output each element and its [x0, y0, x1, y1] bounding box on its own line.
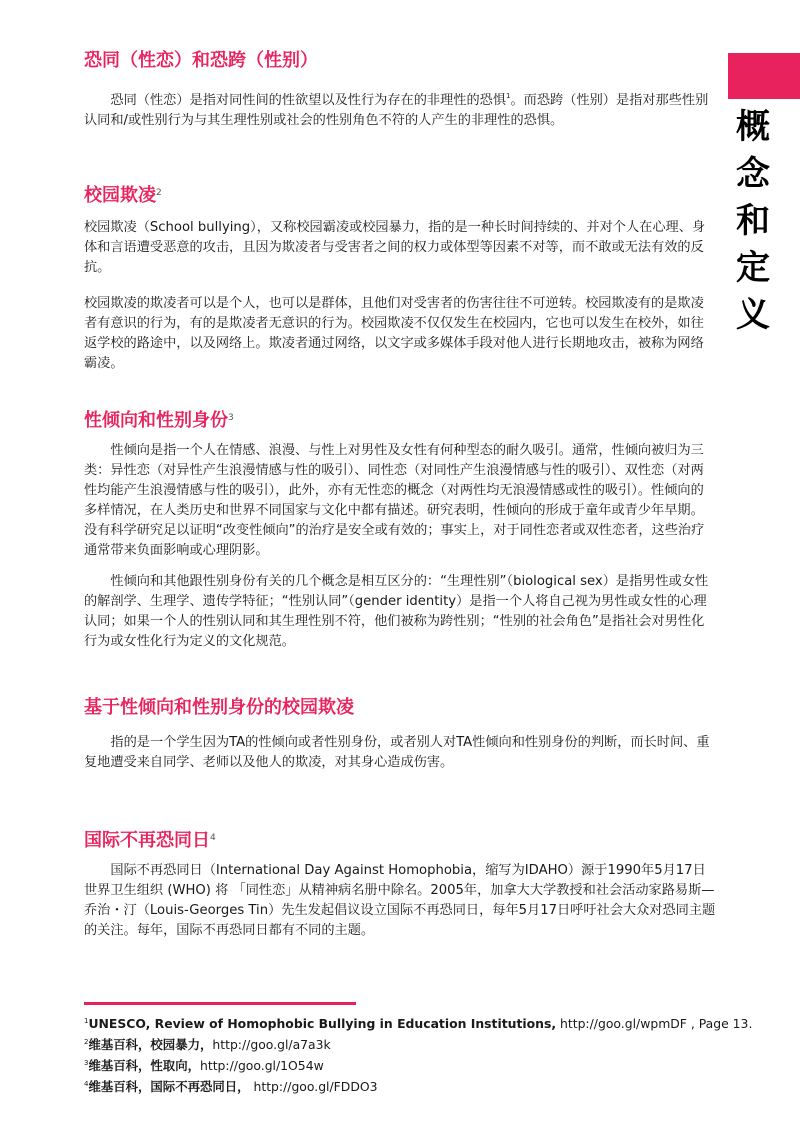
paragraph-bullying-definition: 校园欺凌（School bullying），又称校园霸凌或校园暴力，指的是一种长时间持续的、并对个人在心理、身体和言语遭受恶意的攻击，且因为欺凌者与受害者之间的权力或体型等因素不对等，而不敢或无法有效的反抗。: [84, 220, 706, 275]
section-heading-sogi-bullying: 基于性倾向和性别身份的校园欺凌: [84, 697, 354, 718]
paragraph-sexual-orientation: 性倾向是指一个人在情感、浪漫、与性上对男性及女性有何种型态的耐久吸引。通常，性倾向被归为三类：异性恋（对异性产生浪漫情感与性的吸引）、同性恋（对同性产生浪漫情感与性的吸引）、双性恋（对两性均能产生浪漫情感与性的吸引），此外，亦有无性恋的概念（对两性均无浪漫情感或性的吸引）。性倾向的多样情况，在人类历史和世界不同国家与文化中都有描述。研究表明，性倾向的形成于童年或青少年早期。没有科学研究足以证明“改变性倾向”的治疗是安全或有效的；事实上，对于同性恋者或双性恋者，这些治疗通常带来负面影响或心理阴影。: [84, 443, 705, 558]
footnote-item: $^2$维基百科，校园暴力，http://goo.gl/a7a3k: [84, 1037, 331, 1052]
section-heading-idaho: 国际不再恐同日$^4$: [84, 830, 216, 851]
side-title-char: 和: [736, 201, 770, 241]
footnote-ref: 3: [228, 413, 234, 423]
paragraph-sogi-bullying: 指的是一个学生因为TA的性倾向或者性别身份，或者别人对TA性倾向和性别身份的判断，而长时间、重复地遭受来自同学、老师以及他人的欺凌，对其身心造成伤害。: [84, 735, 710, 770]
side-accent-bar: [728, 53, 800, 99]
section-heading-homophobia: 恐同（性恋）和恐跨（性别）: [84, 50, 318, 71]
footnote-item: $^3$维基百科，性取向，http://goo.gl/1O54w: [84, 1058, 324, 1073]
footnote-item: $^4$维基百科，国际不再恐同日， http://goo.gl/FDDO3: [84, 1079, 378, 1094]
side-title-char: 定: [736, 248, 770, 288]
footnote-divider: [84, 1002, 356, 1005]
side-title-char: 念: [736, 154, 770, 194]
footnote-ref: 2: [156, 188, 162, 198]
paragraph-bullying-forms: 校园欺凌的欺凌者可以是个人，也可以是群体，且他们对受害者的伤害往往不可逆转。校园欺凌有的是欺凌者有意识的行为，有的是欺凌者无意识的行为。校园欺凌不仅仅发生在校园内，它也可以发生在校外，如往返学校的路途中，以及网络上。欺凌者通过网络，以文字或多媒体手段对他人进行长期地攻击，被称为网络霸凌。: [84, 296, 704, 371]
footnotes: [84, 1012, 764, 1096]
footnote-item: $^1$UNESCO, Review of Homophobic Bullying in Education Institutions, http://goo.gl/wpmDF , Page 13.: [84, 1016, 753, 1031]
paragraph-gender-concepts: 性倾向和其他跟性别身份有关的几个概念是相互区分的：“生理性别”（biological sex）是指男性或女性的解剖学、生理学、遗传学特征；“性别认同”（gender identity）是指一个人将自己视为男性或女性的心理认同；如果一个人的性别认同和其生理性别不符，他们被称为跨性别；“性别的社会角色”是指社会对男性化行为或女性化行为定义的文化规范。: [84, 574, 709, 649]
section-heading-school-bullying: 校园欺凌$^2$: [84, 185, 162, 206]
side-title-char: 概: [736, 107, 770, 147]
paragraph-idaho: 国际不再恐同日（International Day Against Homophobia，缩写为IDAHO）源于1990年5月17日世界卫生组织 (WHO) 将 「同性恋」从精神病名册中除名。2005年，加拿大大学教授和社会活动家路易斯—乔治・汀（Louis-Georges Tin）先生发起倡议设立国际不再恐同日，每年5月17日呼吁社会大众对恐同主题的关注。每年，国际不再恐同日都有不同的主题。: [84, 863, 716, 938]
side-title-char: 义: [736, 295, 770, 335]
footnote-ref: 1: [506, 92, 511, 100]
section-heading-orientation-identity: 性倾向和性别身份$^3$: [84, 410, 234, 431]
footnote-ref: 4: [210, 833, 216, 843]
side-title: [729, 104, 777, 339]
paragraph-homophobia: 恐同（性恋）是指对同性间的性欲望以及性行为存在的非理性的恐惧$^1$。而恐跨（性别）是指对那些性别认同和/或性别行为与其生理性别或社会的性别角色不符的人产生的非理性的恐惧。: [84, 92, 709, 128]
